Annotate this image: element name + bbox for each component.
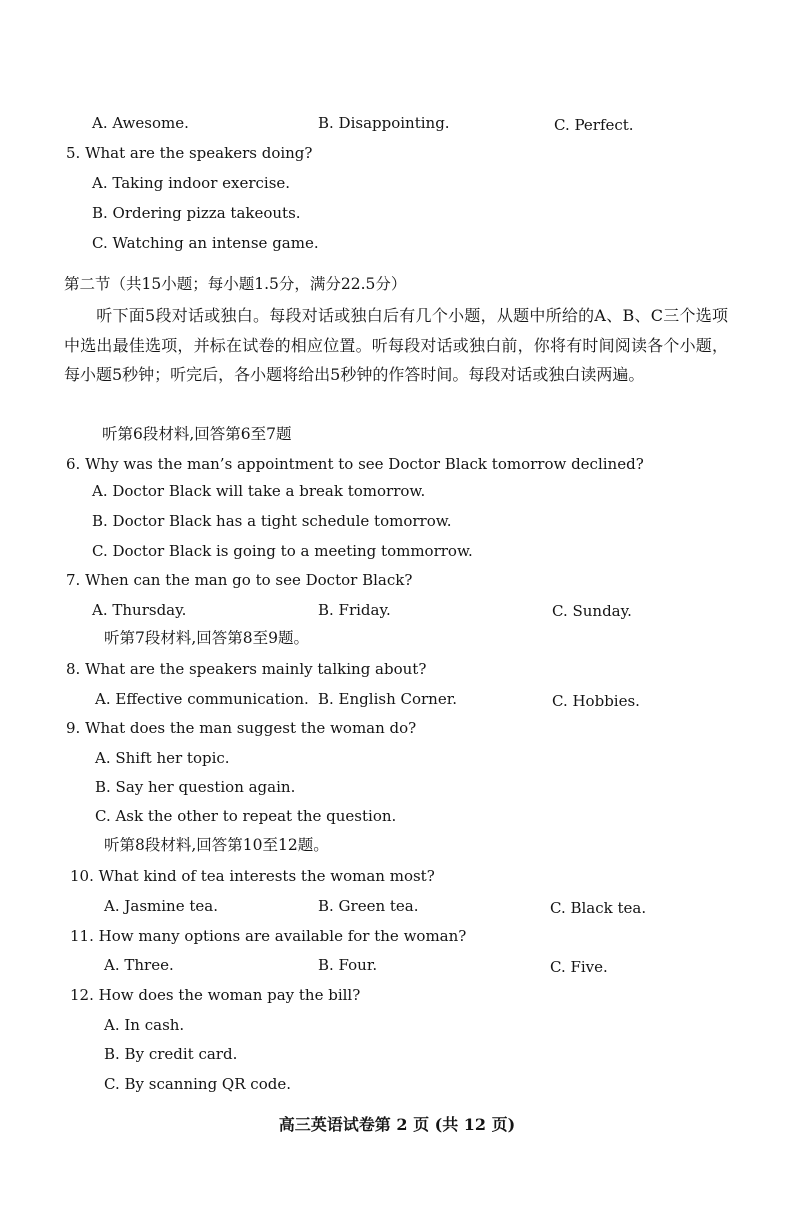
q10-option-b: B. Green tea. — [318, 897, 419, 915]
q4-option-a: A. Awesome. — [92, 114, 189, 132]
q7-option-b: B. Friday. — [318, 601, 391, 619]
q9-option-a: A. Shift her topic. — [95, 749, 230, 767]
q11-stem: 11. How many options are available for the woman? — [70, 927, 467, 945]
q10-stem: 10. What kind of tea interests the woman most? — [70, 867, 435, 885]
q10-option-a: A. Jasmine tea. — [104, 897, 218, 915]
q4-option-c: C. Perfect. — [554, 116, 634, 134]
q6-option-c: C. Doctor Black is going to a meeting tommorrow. — [92, 542, 473, 560]
q9-option-b: B. Say her question again. — [95, 778, 296, 796]
q11-option-c: C. Five. — [550, 958, 608, 976]
q7-option-c: C. Sunday. — [552, 602, 632, 620]
q11-option-a: A. Three. — [104, 956, 174, 974]
q11-option-b: B. Four. — [318, 956, 378, 974]
q4-option-b: B. Disappointing. — [318, 114, 450, 132]
q9-option-c: C. Ask the other to repeat the question. — [95, 807, 397, 825]
q12-option-b: B. By credit card. — [104, 1045, 238, 1063]
q10-option-c: C. Black tea. — [550, 899, 647, 917]
page-footer: 高三英语试卷第 2 页 (共 12 页) — [278, 1115, 516, 1134]
q7-option-a: A. Thursday. — [92, 601, 187, 619]
q9-stem: 9. What does the man suggest the woman do? — [66, 719, 417, 737]
q12-stem: 12. How does the woman pay the bill? — [70, 986, 361, 1004]
q6-option-b: B. Doctor Black has a tight schedule tomorrow. — [92, 512, 452, 530]
section2-instructions — [64, 301, 728, 390]
q8-option-a: A. Effective communication. — [95, 690, 309, 708]
q12-option-a: A. In cash. — [104, 1016, 185, 1034]
q12-option-c: C. By scanning QR code. — [104, 1075, 291, 1093]
section2-heading: 第二节（共15小题；每小题1.5分，满分22.5分） — [64, 275, 407, 293]
material-7-heading: 听第7段材料,回答第8至9题。 — [104, 629, 310, 647]
q8-option-c: C. Hobbies. — [552, 692, 640, 710]
q5-option-b: B. Ordering pizza takeouts. — [92, 204, 301, 222]
material-8-heading: 听第8段材料,回答第10至12题。 — [104, 836, 329, 854]
q5-option-c: C. Watching an intense game. — [92, 234, 319, 252]
material-6-heading: 听第6段材料,回答第6至7题 — [102, 425, 292, 443]
q6-stem: 6. Why was the man’s appointment to see Doctor Black tomorrow declined? — [66, 455, 644, 473]
q6-option-a: A. Doctor Black will take a break tomorrow. — [92, 482, 426, 500]
q7-stem: 7. When can the man go to see Doctor Black? — [66, 571, 413, 589]
q8-stem: 8. What are the speakers mainly talking about? — [66, 660, 427, 678]
q5-option-a: A. Taking indoor exercise. — [92, 174, 291, 192]
q5-stem: 5. What are the speakers doing? — [66, 144, 313, 162]
section2-instructions-text: 听下面5段对话或独白。每段对话或独白后有几个小题，从题中所给的A、B、C三个选项中选出最佳选项，并标在试卷的相应位置。听每段对话或独白前，你将有时间阅读各个小题，每小题5秒钟；听完后，各小题将给出5秒钟的作答时间。每段对话或独白读两遍。 — [64, 306, 728, 384]
q8-option-b: B. English Corner. — [318, 690, 457, 708]
